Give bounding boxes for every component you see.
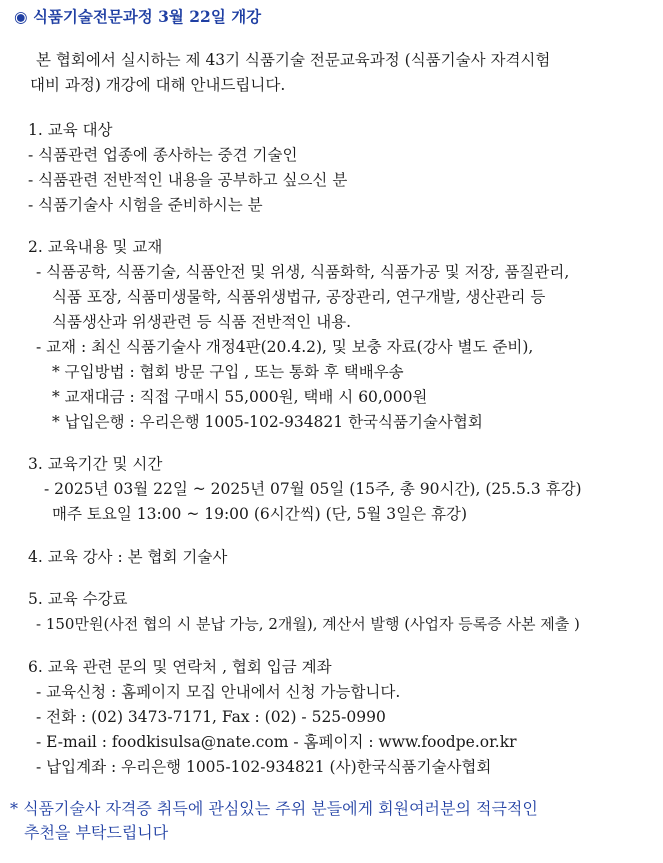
- list-item: - E-mail : foodkisulsa@nate.com - 홈페이지 : www.foodpe.or.kr: [36, 733, 517, 751]
- list-item: - 150만원(사전 협의 시 분납 가능, 2개월), 계산서 발행 (사업자 등록증 사본 제출 ): [36, 615, 580, 633]
- header-title-line: [14, 6, 261, 28]
- section-heading-contact: 6. 교육 관련 문의 및 연락처 , 협회 입금 계좌: [28, 658, 332, 676]
- list-item: 식품생산과 위생관련 등 식품 전반적인 내용.: [52, 313, 352, 331]
- footer-note: 추천을 부탁드립니다: [24, 823, 169, 842]
- list-item: - 식품공학, 식품기술, 식품안전 및 위생, 식품화학, 식품가공 및 저장, 품질관리,: [36, 263, 570, 281]
- list-item: 매주 토요일 13:00 ~ 19:00 (6시간씩) (단, 5월 3일은 휴강): [52, 505, 467, 523]
- list-item: - 납입계좌 : 우리은행 1005-102-934821 (사)한국식품기술사협회: [36, 758, 492, 776]
- list-item: - 식품관련 업종에 종사하는 중견 기술인: [28, 146, 298, 164]
- list-item: * 교재대금 : 직접 구매시 55,000원, 택배 시 60,000원: [52, 388, 428, 406]
- list-item: - 식품관련 전반적인 내용을 공부하고 싶으신 분: [28, 171, 348, 189]
- section-heading-period: 3. 교육기간 및 시간: [28, 455, 163, 473]
- list-item: - 식품기술사 시험을 준비하시는 분: [28, 196, 263, 214]
- list-item: * 납입은행 : 우리은행 1005-102-934821 한국식품기술사협회: [52, 413, 483, 431]
- page-title: 식품기술전문과정 3월 22일 개강: [32, 7, 262, 26]
- list-item: - 교육신청 : 홈페이지 모집 안내에서 신청 가능합니다.: [36, 683, 401, 701]
- section-heading-target: 1. 교육 대상: [28, 121, 113, 139]
- section-heading-content: 2. 교육내용 및 교재: [28, 238, 163, 256]
- section-heading-instructor: 4. 교육 강사 : 본 협회 기술사: [28, 548, 228, 566]
- list-item: - 전화 : (02) 3473-7171, Fax : (02) - 525-0990: [36, 708, 386, 726]
- list-item: 식품 포장, 식품미생물학, 식품위생법규, 공장관리, 연구개발, 생산관리 등: [52, 288, 546, 306]
- list-item: - 2025년 03월 22일 ~ 2025년 07월 05일 (15주, 총 90시간), (25.5.3 휴강): [44, 480, 582, 498]
- intro-line: 대비 과정) 개강에 대해 안내드립니다.: [30, 76, 286, 94]
- list-item: - 교재 : 최신 식품기술사 개정4판(20.4.2), 및 보충 자료(강사 별도 준비),: [36, 338, 534, 356]
- footer-note: * 식품기술사 자격증 취득에 관심있는 주위 분들에게 회원여러분의 적극적인: [10, 799, 538, 818]
- intro-line: 본 협회에서 실시하는 제 43기 식품기술 전문교육과정 (식품기술사 자격시험: [36, 51, 551, 69]
- section-heading-fee: 5. 교육 수강료: [28, 590, 128, 608]
- list-item: * 구입방법 : 협회 방문 구입 , 또는 통화 후 택배우송: [52, 363, 404, 381]
- bullet-icon: ◉: [14, 7, 28, 26]
